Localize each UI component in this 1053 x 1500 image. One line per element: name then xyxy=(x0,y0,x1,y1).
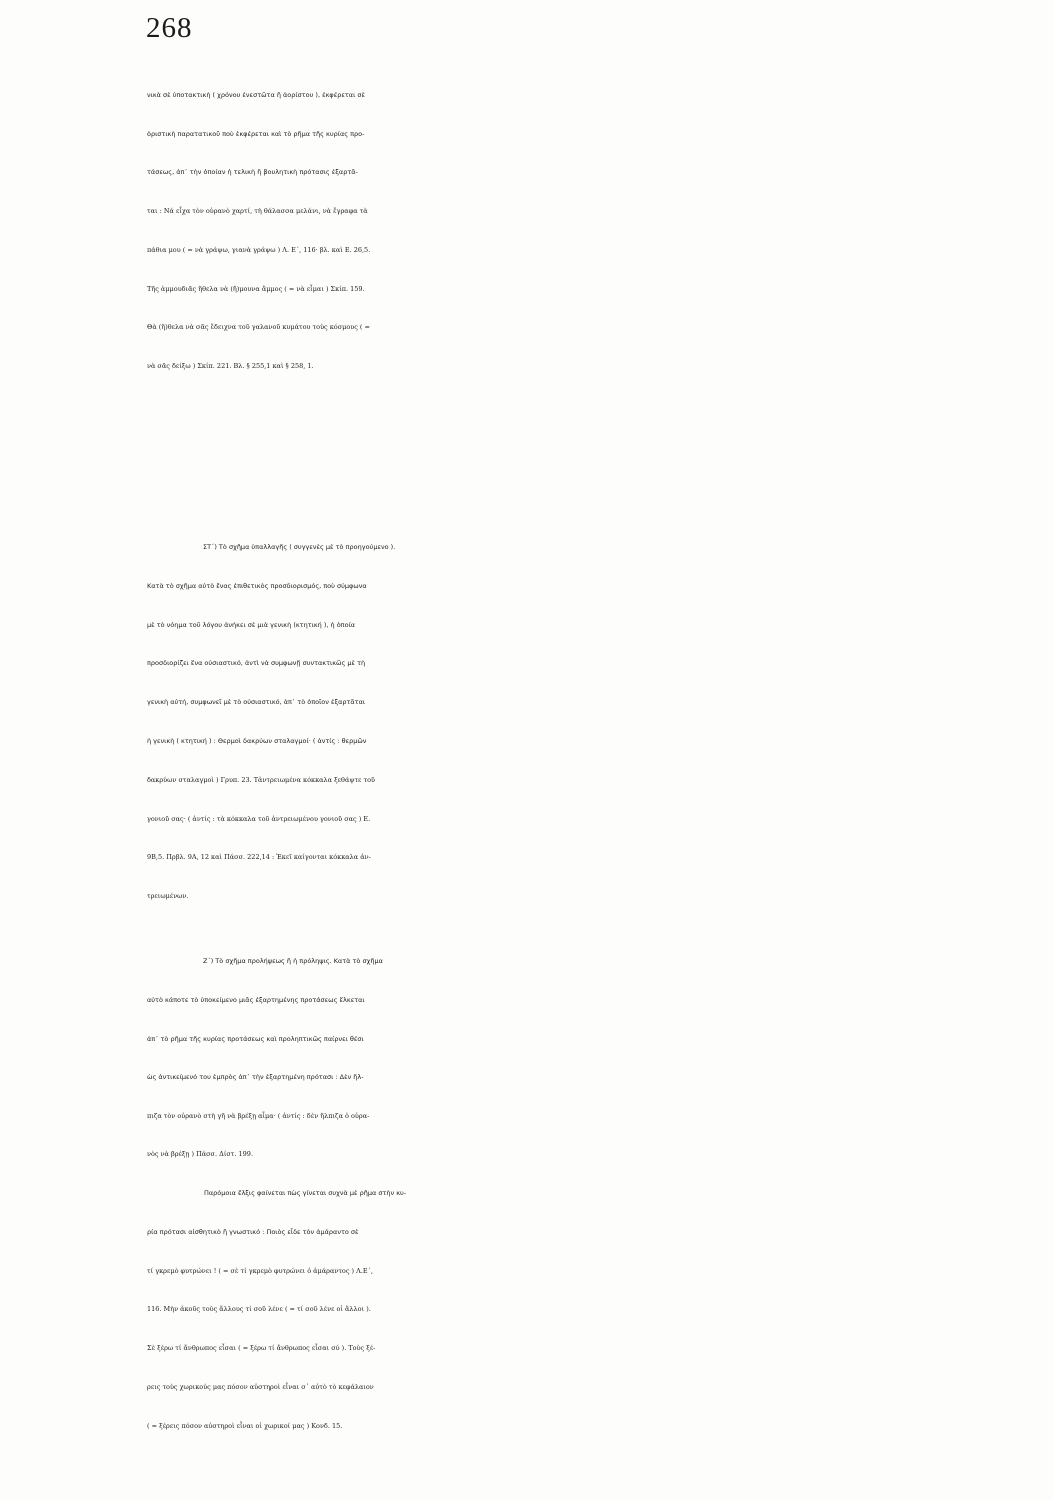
text-line: πάθια μου ( = νὰ γράψω, γιανὰ γράψω ) Λ. Ε΄, 116· βλ. καὶ Ε. 26,5. xyxy=(147,246,371,254)
text-line: ἡ γενικὴ ( κτητική ) : Θερμοὶ δακρύων σταλαγμοί· ( ἀντίς : θερμῶν xyxy=(147,737,367,745)
text-line: Κατὰ τὸ σχῆμα αὐτὸ ἕνας ἐπιθετικὸς προσδιορισμός, ποὺ σύμφωνα xyxy=(147,582,367,590)
text-line: νικὰ σὲ ὑποτακτικὴ ( χρόνου ἐνεστῶτα ἢ ἀορίστου ), ἐκφέρεται σὲ xyxy=(147,91,365,99)
section-heading-line: Ζ΄) Τὸ σχῆμα προλήψεως ἢ ἡ πρόληψις. Κατὰ τὸ σχῆμα xyxy=(203,957,383,965)
note-line xyxy=(148,476,1048,504)
text-line: Σὲ ξέρω τί ἄνθρωπος εἶσαι ( = ξέρω τί ἄνθρωπος εἶσαι σύ ). Τοὺς ξέ- xyxy=(147,1344,376,1352)
note-line xyxy=(148,446,1048,474)
text-line: ὡς ἀντικείμενό του ἐμπρὸς ἀπ᾿ τὴν ἐξαρτημένη πρότασι : Δὲν ἤλ- xyxy=(147,1073,364,1081)
text-line: μὲ τὸ νόημα τοῦ λόγου ἀνήκει σὲ μιὰ γενικὴ (κτητική ), ἡ ὁποία xyxy=(147,621,356,629)
page-number: 268 xyxy=(146,12,193,44)
text-line: ( = ξέρεις πόσον αὐστηροὶ εἶναι οἱ χωρικοί μας ) Κονδ. 15. xyxy=(147,1422,343,1430)
text-line: ὁριστικὴ παρατατικοῦ ποὺ ἐκφέρεται καὶ τὸ ρῆμα τῆς κυρίας προ- xyxy=(147,130,365,138)
note-line xyxy=(148,416,1048,444)
text-line: δακρύων σταλαγμοὶ ) Γρυπ. 23. Τἀντρειωμένα κόκκαλα ξεθάψτε τοῦ xyxy=(147,776,375,784)
text-line: 116. Μὴν ἀκοῦς τοὺς ἄλλους τί σοῦ λένε ( = τί σοῦ λένε οἱ ἄλλοι ). xyxy=(147,1305,371,1313)
text-line: 9Β,5. Πρβλ. 9Α, 12 καὶ Πάσσ. 222,14 : Ἐκεῖ καίγονται κόκκαλα ἀν- xyxy=(147,853,371,861)
text-line: πιζα τὸν οὐρανὸ στὴ γῆ νὰ βρέξῃ αἷμα· ( ἀντίς : δὲν ἤλπιζα ὁ οὐρα- xyxy=(147,1112,370,1120)
text-line: Τῆς ἀμμουδιᾶς ἤθελα νὰ (ἤ)μουνα ἄμμος ( = νὰ εἶμαι ) Σκίπ. 159. xyxy=(147,285,365,293)
text-line: τρειωμένων. xyxy=(147,892,189,900)
text-line: γονιοῦ σας· ( ἀντίς : τὰ κόκκαλα τοῦ ἀντρειωμένου γονιοῦ σας ) Ε. xyxy=(147,815,371,823)
text-line: νὸς νὰ βρέξῃ ) Πάσσ. Δίστ. 199. xyxy=(147,1150,254,1158)
text-line: τί γκρεμὸ φυτρώνει ! ( = σὲ τί γκρεμὸ φυτρώνει ὁ ἀμάραντος ) Λ.Ε΄, xyxy=(147,1267,373,1275)
text-line: τάσεως, ἀπ᾿ τὴν ὁποίαν ἡ τελικὴ ἢ βουλητικὴ πρότασις ἐξαρτᾶ- xyxy=(147,168,358,176)
text-line: ται : Νά εἶχα τὸν οὐρανὸ χαρτί, τὴ θάλασσα μελάνι, νὰ ἔγραφα τὰ xyxy=(147,207,368,215)
text-line: Παρόμοια ἕλξις φαίνεται πὼς γίνεται συχνὰ μὲ ρῆμα στὴν κυ- xyxy=(204,1189,407,1197)
text-line: ἀπ᾿ τὸ ρῆμα τῆς κυρίας προτάσεως καὶ προληπτικῶς παίρνει θέσι xyxy=(147,1035,364,1043)
text-line: γενικὴ αὐτή, συμφωνεῖ μὲ τὸ οὐσιαστικό, ἀπ᾿ τὸ ὁποῖον ἐξαρτᾶται xyxy=(147,698,366,706)
text-line: νὰ σᾶς δείξω ) Σκίπ. 221. Βλ. § 255,1 καὶ § 258, 1. xyxy=(147,362,314,370)
text-line: ρεις τοὺς χωρικούς μας πόσον αὐστηροὶ εἶναι σ᾿ αὐτὸ τὸ κεφάλαιον xyxy=(147,1383,374,1391)
text-line: ρία πρότασι αἰσθητικὸ ἢ γνωστικό : Ποιὸς εἶδε τὸν ἀμάραντο σὲ xyxy=(147,1228,359,1236)
text-line: αὐτὸ κάποτε τὸ ὑποκείμενο μιᾶς ἐξαρτημένης προτάσεως ἕλκεται xyxy=(147,996,365,1004)
text-line: Θὰ (ἤ)θελα νὰ σᾶς ἔδειχνα τοῦ γαλανοῦ κυμάτου τοὺς κόσμους ( = xyxy=(147,323,370,331)
text-line: προσδιορίζει ἕνα οὐσιαστικό, ἀντὶ νὰ συμφωνῇ συντακτικῶς μὲ τὴ xyxy=(147,659,366,667)
section-heading-line: ΣΤ΄) Τὸ σχῆμα ὑπαλλαγῆς ( συγγενὲς μὲ τὸ προηγούμενο ). xyxy=(203,543,396,551)
